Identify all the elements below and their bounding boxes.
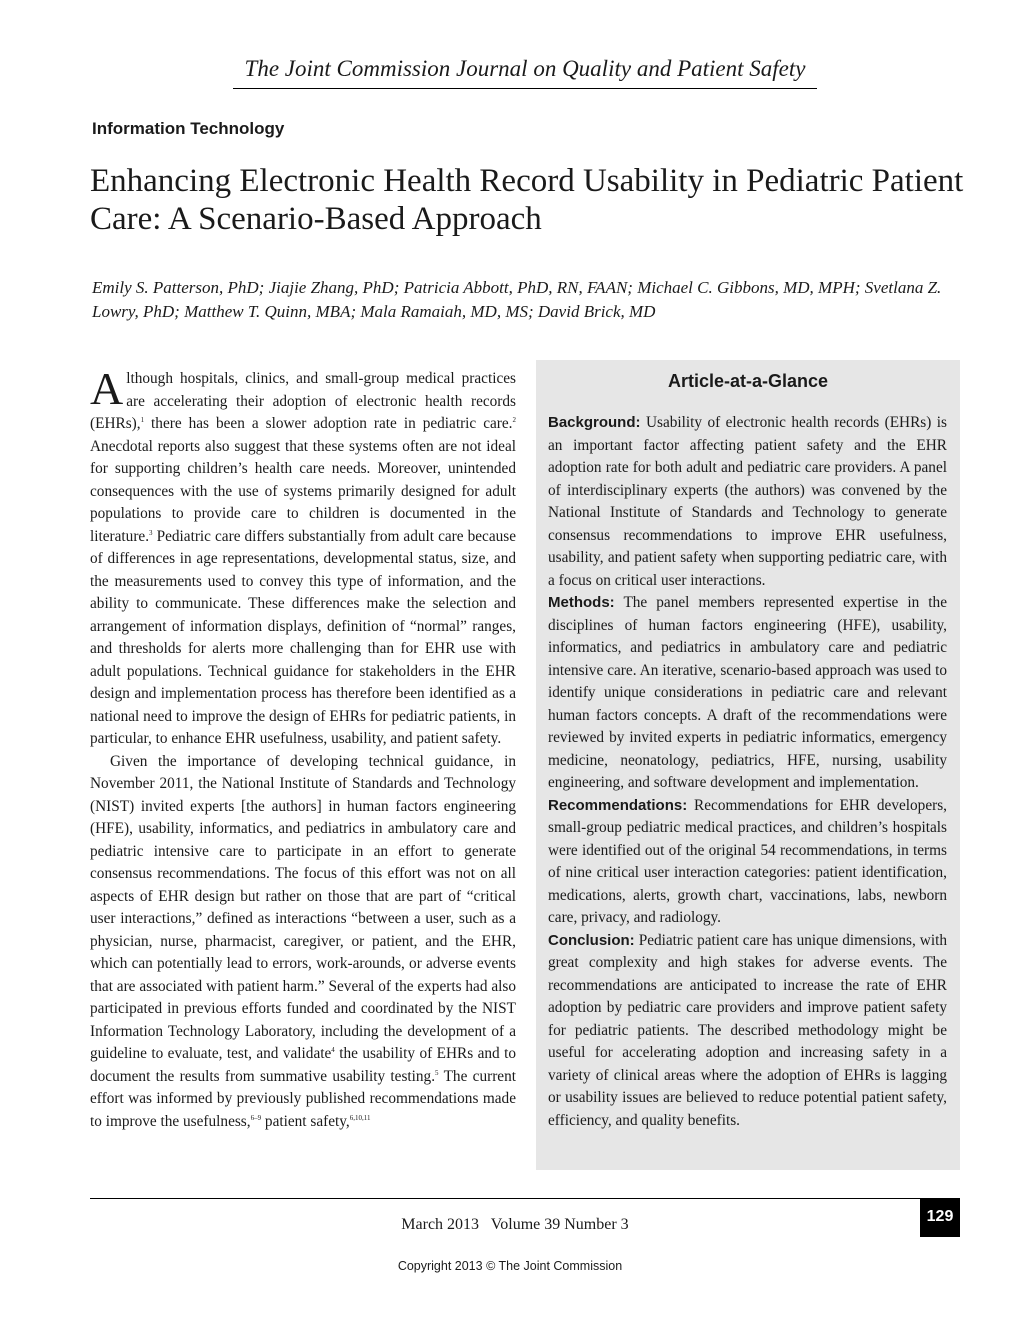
body-text: there has been a slower adoption rate in pediatric care. xyxy=(144,415,513,432)
section-label: Information Technology xyxy=(92,119,285,138)
body-text: The current effort was informed by previously published recommendations made to improve the usefulness, xyxy=(90,1067,516,1130)
glance-title: Article-at-a-Glance xyxy=(667,371,829,391)
footer-divider xyxy=(90,1198,960,1199)
issue-info xyxy=(90,1216,940,1234)
reference-marker: 6,10,11 xyxy=(349,1113,371,1122)
glance-recommendations xyxy=(548,795,947,930)
article-at-a-glance-box xyxy=(536,360,960,1170)
drop-cap: A xyxy=(90,368,124,414)
glance-text: Pediatric patient care has unique dimensions, with great complexity and high stakes for adverse events. The recommendations are anticipated to increase the rate of EHR adoption by pediatric care providers and improve patient safety for pediatric patients. The described methodology might be useful for accelerating adoption and increasing safety in a variety of clinical areas where the adoption of EHRs is lagging or usability issues are believed to reduce potential patient safety, efficiency, and quality benefits. xyxy=(548,931,947,1129)
body-text: lthough hospitals, clinics, and small-group medical practices are accelerating their adoption of electronic health records (EHRs), xyxy=(90,370,516,432)
copyright-notice: Copyright 2013 © The Joint Commission xyxy=(397,1259,623,1273)
reference-marker: 5 xyxy=(435,1068,439,1077)
reference-marker: 1 xyxy=(140,416,145,424)
glance-methods xyxy=(548,592,947,795)
author-list: Emily S. Patterson, PhD; Jiajie Zhang, PhD; Patricia Abbott, PhD, RN, FAAN; Michael C. Gibbons, MD, MPH; Svetlana Z. Lowry, PhD; Matthew T. Quinn, MBA; Mala Ramaiah, MD, MS; David Brick, MD xyxy=(92,278,942,321)
body-text: the usability of EHRs and to document the results from summative usability testing. xyxy=(90,1045,516,1085)
body-text: Pediatric care differs substantially from adult care because of differences in age representations, developmental status, size, and the measurements used to convey this type of information, and the ability to communicate. These differences make the selection and arrangement of information displays, definition of “normal” ranges, and thresholds for alerts more challenging than for EHR use with adult populations. Technical guidance for stakeholders in the EHR design and implementation process has therefore been identified as a national need to improve the design of EHRs for pediatric patients, in particular, to enhance EHR usefulness, usability, and patient safety. xyxy=(90,527,516,747)
article-title: Enhancing Electronic Health Record Usability in Pediatric Patient Care: A Scenario-Based Approach xyxy=(90,163,964,237)
body-paragraph-2 xyxy=(90,751,516,1134)
glance-body xyxy=(548,412,947,1132)
glance-text: Recommendations for EHR developers, small-group pediatric medical practices, and children’s hospitals were identified out of the original 54 recommendations, in terms of nine critical user interaction categories: patient identification, medications, alerts, growth chart, vaccinations, labs, newborn care, privacy, and radiology. xyxy=(548,796,947,926)
body-paragraph-1 xyxy=(90,368,516,751)
glance-text: Usability of electronic health records (EHRs) is an important factor affecting patient safety and the EHR adoption rate for both adult and pediatric care providers. A panel of interdisciplinary experts (the authors) was convened by the National Institute of Standards and Technology to generate consensus recommendations to improve EHR usefulness, usability, and patient safety when supporting pediatric care, with a focus on critical user interactions. xyxy=(548,414,947,589)
reference-marker: 4 xyxy=(331,1046,335,1054)
glance-text: The panel members represented expertise in the disciplines of human factors engineering (HFE), usability, informatics, and pediatrics in ambulatory care and pediatric intensive care. An iterative, scenario-based approach was used to identify unique considerations in pediatric care and relevant human factors concepts. A draft of the recommendations were reviewed by invited experts in pediatric informatics, emergency medicine, neonatology, pediatrics, HFE, nursing, usability engineering, and software development and implementation. xyxy=(548,594,947,791)
body-text: patient safety, xyxy=(261,1112,350,1130)
glance-conclusion xyxy=(548,930,947,1133)
body-text-column xyxy=(90,368,516,1178)
body-text: Anecdotal reports also suggest that these systems often are not ideal for supporting children’s health care needs. Moreover, unintended consequences with the use of systems primarily designed for adult populations to provide care to children is documented in the literature. xyxy=(90,437,516,545)
page-number: 129 xyxy=(920,1198,960,1237)
glance-heading: Background: xyxy=(548,414,641,431)
journal-header: The Joint Commission Journal on Quality and Patient Safety xyxy=(233,54,817,89)
reference-marker: 2 xyxy=(512,416,516,424)
issue-text: March 2013 Volume 39 Number 3 xyxy=(401,1216,629,1233)
glance-heading: Recommendations: xyxy=(548,796,688,814)
glance-background xyxy=(548,412,947,592)
reference-marker: 3 xyxy=(149,528,153,537)
reference-marker: 6–9 xyxy=(250,1113,262,1122)
glance-heading: Conclusion: xyxy=(548,931,635,949)
body-text: Given the importance of developing technical guidance, in November 2011, the National Institute of Standards and Technology (NIST) invited experts [the authors] in human factors engineering (HFE), usability, informatics, and pediatrics in ambulatory care and pediatric intensive care to participate in an effort to generate consensus recommendations. The focus of this effort was not on all aspects of EHR design but rather on those that are part of “critical user interactions,” defined as interactions “between a user, such as a physician, nurse, pharmacist, caregiver, or patient, and the EHR, which can potentially lead to errors, work-arounds, or adverse events that are associated with patient harm.” Several of the experts had also participated in previous efforts funded and coordinated by the NIST Information Technology Laboratory, including the development of a guideline to evaluate, test, and validate xyxy=(90,752,516,1062)
glance-heading: Methods: xyxy=(548,594,615,611)
